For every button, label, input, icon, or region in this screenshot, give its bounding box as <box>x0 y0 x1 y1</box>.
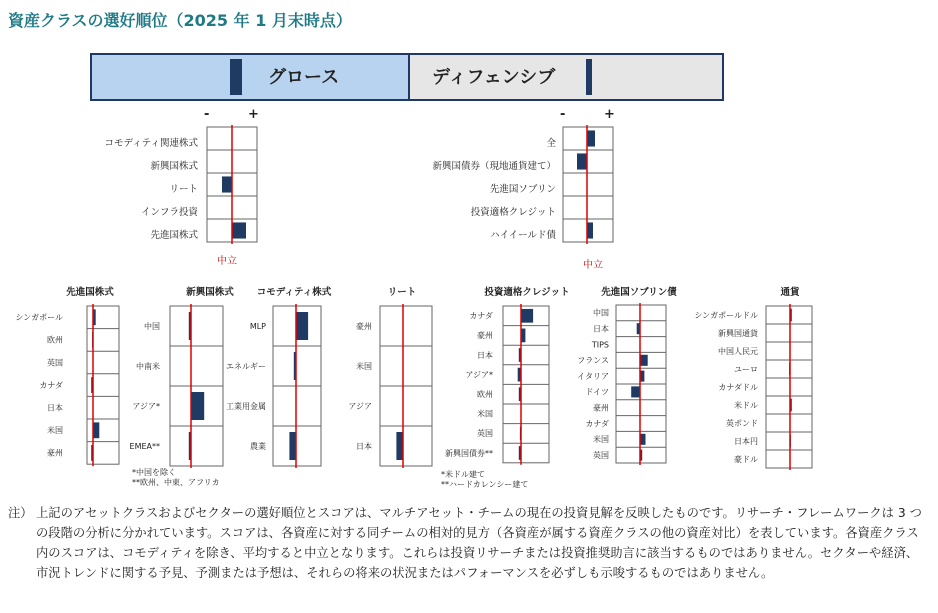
category-label: 欧州 <box>477 390 493 399</box>
category-label: シンガポールドル <box>694 310 758 320</box>
category-label: 投資適格クレジット <box>470 207 556 218</box>
category-label: 米ドル <box>734 400 758 410</box>
category-label: 中国人民元 <box>718 346 758 356</box>
score-bar <box>587 222 593 238</box>
category-label: 先進国株式 <box>150 230 198 241</box>
category-label: 豪州 <box>356 321 372 331</box>
category-label: 日本円 <box>734 436 758 446</box>
score-bar <box>640 355 648 366</box>
category-label: 中南米 <box>136 361 160 371</box>
score-bar <box>191 392 204 420</box>
category-label: アジア* <box>465 370 493 380</box>
category-label: EMEA** <box>129 441 160 451</box>
category-label: エネルギー <box>226 361 266 371</box>
note-prefix: 注） <box>8 506 33 520</box>
score-bar <box>587 130 595 146</box>
score-bar <box>232 222 246 238</box>
category-label: 新興国債券** <box>445 448 493 458</box>
category-label: 豪州 <box>47 448 63 458</box>
category-label: カナダ <box>585 419 609 429</box>
category-label: 米国 <box>47 426 63 436</box>
chart-title: 新興国株式 <box>186 287 234 298</box>
score-bar <box>396 432 403 460</box>
category-label: TIPS <box>591 340 609 350</box>
neutral-label: 中立 <box>217 256 237 267</box>
category-label: コモディティ関連株式 <box>104 138 198 149</box>
score-bar <box>631 386 640 397</box>
footnote: **欧州、中東、アフリカ <box>132 478 220 487</box>
plus-sign: + <box>604 107 615 122</box>
neutral-label: 中立 <box>583 260 603 271</box>
category-label: 英国 <box>593 450 609 460</box>
footnote: *中国を除く <box>132 468 176 477</box>
category-label: 米国 <box>477 409 493 419</box>
category-label: 先進国ソブリン <box>489 184 556 195</box>
score-bar <box>577 153 587 169</box>
footnote: **ハードカレンシー建て <box>441 480 529 489</box>
chart-title: リート <box>387 287 417 298</box>
category-label: カナダ <box>39 380 63 390</box>
chart-frame <box>766 306 812 468</box>
category-label: フランス <box>577 356 609 366</box>
score-bar <box>296 312 308 340</box>
category-label: ユーロ <box>734 364 758 374</box>
category-label: 豪州 <box>593 403 609 413</box>
category-label: 日本 <box>356 441 372 451</box>
category-label: MLP <box>249 321 266 331</box>
category-label: 日本 <box>593 324 609 334</box>
category-label: 豪州 <box>477 331 493 341</box>
chart-title: 通貨 <box>780 287 800 298</box>
minus-sign: - <box>204 107 210 122</box>
category-label: 全 <box>546 138 556 149</box>
score-bar <box>640 434 646 445</box>
category-label: リート <box>169 184 198 195</box>
score-bar <box>93 422 99 438</box>
footnote: *米ドル建て <box>441 470 485 479</box>
category-label: 農業 <box>250 441 266 451</box>
category-label: 英国 <box>477 429 493 439</box>
category-label: 英国 <box>47 358 63 368</box>
category-label: イタリア <box>577 371 609 381</box>
category-label: 米国 <box>593 435 609 445</box>
score-bar <box>222 176 232 192</box>
note-text: 上記のアセットクラスおよびセクターの選好順位とスコアは、マルチアセット・チームの現在の投資見解を反映したものです。リサーチ・フレームワークは 3 つの段階の分析に分かれています。スコアは、各資産に対する同チームの相対的見方（各資産が属する資産クラスの他の資産対比）を表しています。各資産クラス内のスコアは、コモディティを除き、平均すると中立となります。これらは投資リサーチまたは投資推奨助言に該当するものではありません。セクターや経済、市況トレンドに関する予見、予測または予想は、それらの将来の状況またはパフォーマンスを必ずしも示唆するものではありません。 <box>36 506 922 580</box>
chart-title: 先進国株式 <box>66 287 114 298</box>
category-label: カナダドル <box>718 382 758 392</box>
defensive-label: ディフェンシブ <box>432 67 556 88</box>
category-label: 米国 <box>356 361 372 371</box>
category-label: アジア <box>348 401 372 411</box>
chart-title: コモディティ株式 <box>256 287 332 298</box>
category-label: ハイイールド債 <box>490 230 556 241</box>
growth-label: グロース <box>268 67 340 88</box>
category-label: 新興国株式 <box>150 161 198 172</box>
minus-sign: - <box>560 107 566 122</box>
category-label: 中国 <box>144 321 160 331</box>
category-label: 中国 <box>593 308 609 318</box>
category-label: シンガポール <box>15 313 63 323</box>
category-label: 工業用金属 <box>226 401 266 411</box>
category-label: インフラ投資 <box>140 207 198 218</box>
category-label: カナダ <box>469 311 493 321</box>
plus-sign: + <box>248 107 259 122</box>
category-label: 日本 <box>47 403 63 413</box>
category-label: 英ポンド <box>726 418 758 428</box>
score-bar <box>289 432 296 460</box>
category-label: 豪ドル <box>734 454 758 464</box>
category-label: アジア* <box>132 401 160 411</box>
category-label: 欧州 <box>47 335 63 345</box>
category-label: 日本 <box>477 350 493 360</box>
category-label: 新興国債券（現地通貨建て） <box>432 161 556 172</box>
chart-title: 投資適格クレジット <box>484 287 570 298</box>
chart-title: 先進国ソブリン債 <box>601 287 677 298</box>
category-label: ドイツ <box>585 387 609 397</box>
score-bar <box>521 309 533 323</box>
page-title: 資産クラスの選好順位（2025 年 1 月末時点） <box>8 11 352 30</box>
category-label: 新興国通貨 <box>718 328 758 338</box>
